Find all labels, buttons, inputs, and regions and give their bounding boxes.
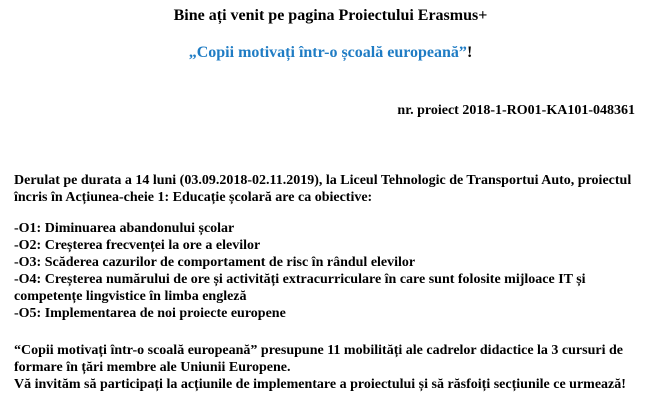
invitation-paragraph: Vă invităm să participați la acțiunile de implementare a proiectului și să răsfoiți secțiunile ce urmează! (14, 377, 626, 392)
mobility-paragraph: “Copii motivați într-o scoală europeană” presupune 11 mobilități ale cadrelor didactice la 3 cursuri de formare în țări membre ale Uniunii Europene. (14, 343, 623, 375)
project-title (0, 43, 661, 63)
page-title: Bine ați venit pe pagina Proiectului Erasmus+ (173, 7, 488, 24)
project-number: nr. proiect 2018-1-RO01-KA101-048361 (397, 103, 635, 118)
objective-item: -O3: Scăderea cazurilor de comportament de risc în rândul elevilor (14, 255, 416, 270)
project-title-text: „Copii motivați într-o școală europeană” (188, 44, 467, 61)
objective-item: -O1: Diminuarea abandonului școlar (14, 221, 235, 236)
objective-item: -O5: Implementarea de noi proiecte europene (14, 306, 286, 321)
objectives-list (14, 220, 654, 322)
project-title-exclamation: ! (466, 44, 473, 61)
objective-item: -O4: Creșterea numărului de ore și activități extracurriculare în care sunt folosite mijloace IT și competențe lingvistice în limba engleză (14, 272, 586, 304)
intro-paragraph: Derulat pe durata a 14 luni (03.09.2018-02.11.2019), la Liceul Tehnologic de Transportui Auto, proiectul încris în Acțiunea-cheie 1: Educație școlară are ca obiective: (14, 173, 632, 205)
objective-item: -O2: Creșterea frecvenței la ore a elevilor (14, 238, 261, 253)
